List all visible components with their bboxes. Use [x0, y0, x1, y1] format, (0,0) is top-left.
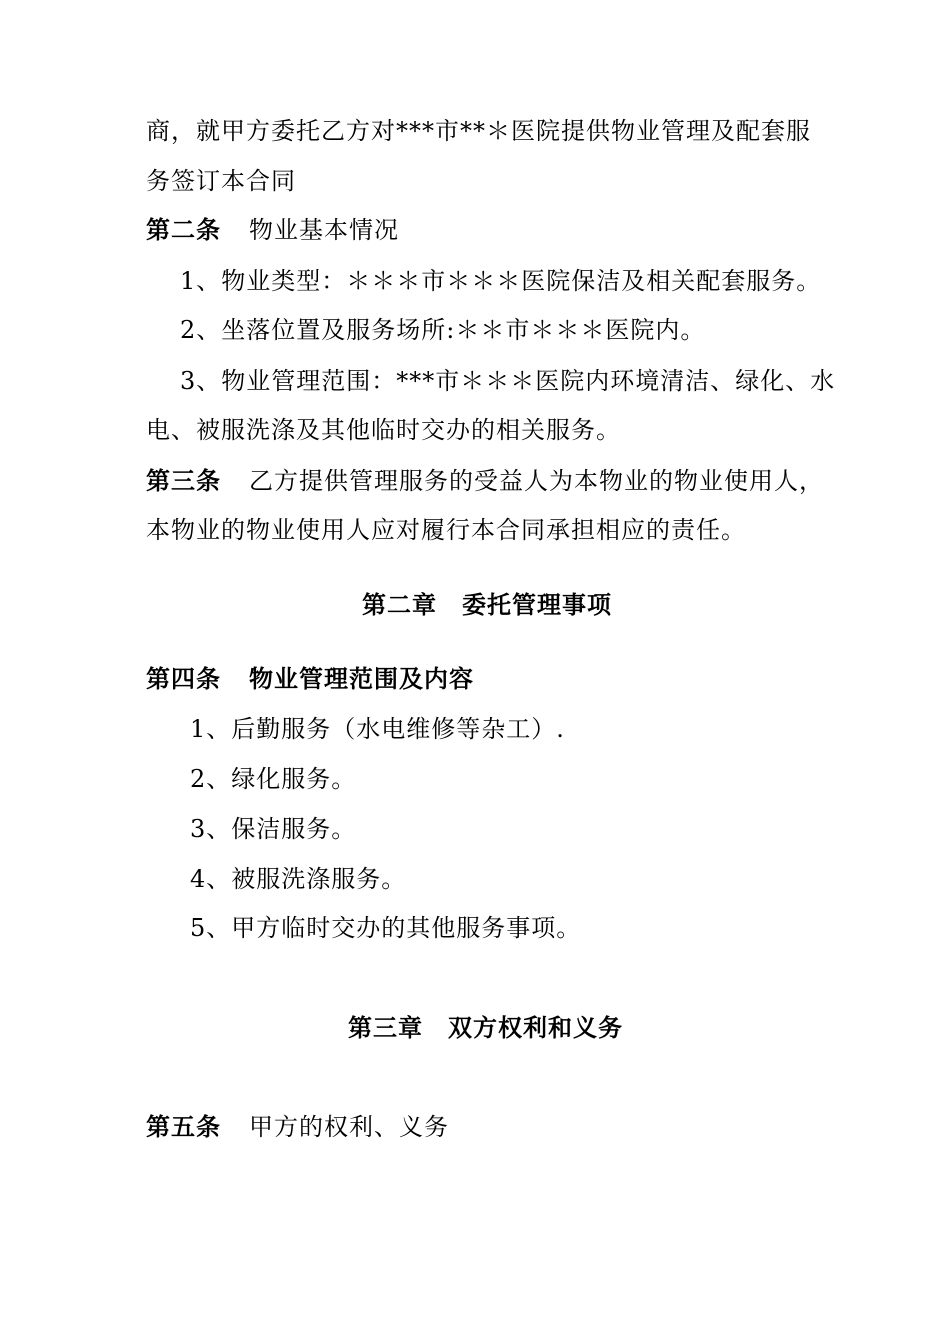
article-3-text-1: 乙方提供管理服务的受益人为本物业的物业使用人，	[249, 467, 824, 495]
article-2-label: 第二条	[146, 215, 221, 244]
article-4-item-4: 4、被服洗涤服务。	[190, 865, 407, 893]
article-2-item-3-line-1: 3、物业管理范围：***市＊＊＊医院内环境清洁、绿化、水	[180, 367, 836, 395]
article-4-item-1: 1、后勤服务（水电维修等杂工）.	[190, 715, 565, 743]
article-5-heading	[146, 1112, 449, 1142]
intro-line-1: 商，就甲方委托乙方对***市**＊医院提供物业管理及配套服	[146, 117, 811, 145]
intro-line-2: 务签订本合同	[146, 167, 296, 195]
article-5-title: 甲方的权利、义务	[249, 1113, 449, 1141]
article-4-title: 物业管理范围及内容	[249, 664, 474, 693]
article-2-item-3-line-2: 电、被服洗涤及其他临时交办的相关服务。	[146, 416, 621, 444]
chapter-2-title: 第二章 委托管理事项	[362, 590, 612, 619]
article-3-line-2: 本物业的物业使用人应对履行本合同承担相应的责任。	[146, 516, 746, 544]
article-2-title: 物业基本情况	[249, 216, 399, 244]
article-5-label: 第五条	[146, 1112, 221, 1141]
article-2-heading	[146, 215, 399, 245]
article-4-heading	[146, 664, 474, 694]
article-2-item-1: 1、物业类型：＊＊＊市＊＊＊医院保洁及相关配套服务。	[180, 267, 822, 295]
article-3-label: 第三条	[146, 466, 221, 495]
article-4-item-3: 3、保洁服务。	[190, 815, 357, 843]
chapter-3-title: 第三章 双方权利和义务	[348, 1013, 623, 1042]
article-4-item-5: 5、甲方临时交办的其他服务事项。	[190, 914, 582, 942]
article-4-item-2: 2、绿化服务。	[190, 765, 357, 793]
article-4-label: 第四条	[146, 664, 221, 693]
article-2-item-2: 2、坐落位置及服务场所:＊＊市＊＊＊医院内。	[180, 316, 706, 344]
article-3-line-1	[146, 466, 824, 496]
